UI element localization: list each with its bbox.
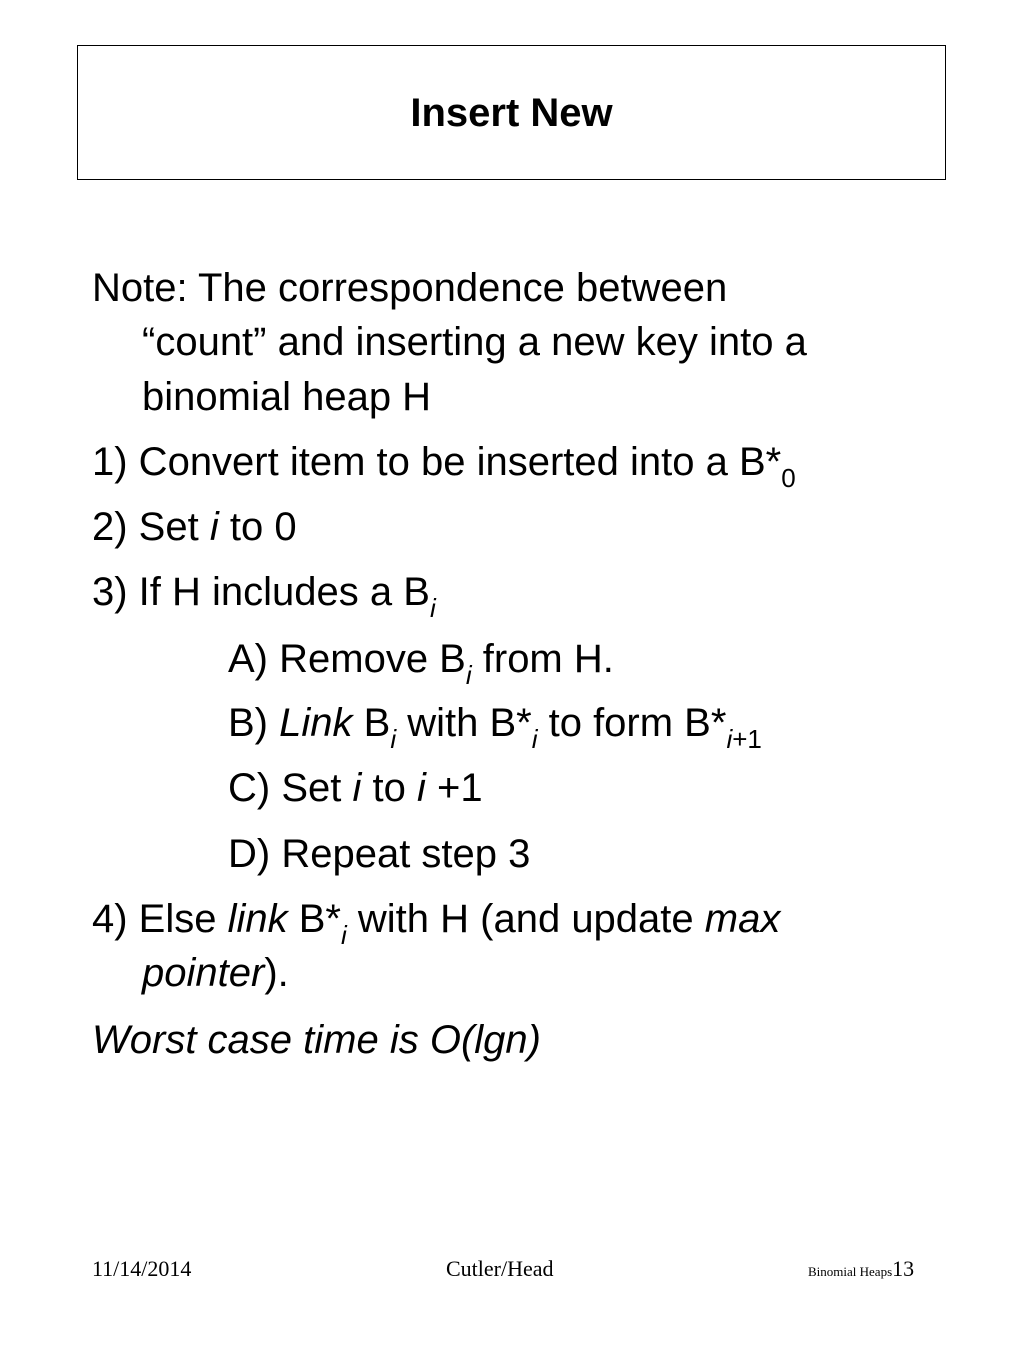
step-4 [92, 897, 781, 950]
step-1-subscript: 0 [781, 463, 796, 493]
note-line-1: Note: The correspondence between [92, 266, 728, 310]
substep-c-pre: C) Set [228, 766, 353, 810]
title-box [77, 45, 946, 180]
step-4-line-2 [142, 953, 289, 993]
substep-b [228, 701, 762, 754]
step-4-end: ). [264, 951, 289, 995]
step-2-post: to 0 [218, 505, 297, 549]
substep-c-post: +1 [425, 766, 483, 810]
step-2-pre: 2) Set [92, 505, 210, 549]
substep-b-mid1: B [352, 701, 391, 745]
step-4-pointer: pointer [142, 951, 265, 995]
substep-c [228, 768, 483, 808]
substep-b-pre: B) [228, 701, 280, 745]
substep-b-mid2: with B* [396, 701, 532, 745]
substep-b-sub1: i [390, 724, 397, 754]
substep-c-var2: i [416, 766, 426, 810]
slide-title: Insert New [410, 90, 613, 135]
step-4-link: link [227, 897, 288, 941]
footer-topic: Binomial Heaps [808, 1264, 893, 1279]
step-4-mid1: B* [287, 897, 341, 941]
substep-b-sub3-var: i [726, 724, 733, 754]
note-line-2: “count” and inserting a new key into a [142, 320, 807, 364]
step-3-subscript: i [429, 593, 436, 623]
substep-b-sub2: i [531, 724, 538, 754]
note-line-3: binomial heap H [142, 375, 432, 419]
step-2-var: i [209, 505, 219, 549]
substep-a-post: from H. [471, 637, 614, 681]
step-4-max: max [704, 897, 781, 941]
substep-c-mid: to [361, 766, 417, 810]
substep-a-subscript: i [465, 660, 472, 690]
step-3-text: 3) If H includes a B [92, 570, 430, 614]
substep-a [228, 637, 614, 690]
footer-author: Cutler/Head [446, 1256, 554, 1281]
step-3 [92, 570, 436, 623]
substep-a-pre: A) Remove B [228, 637, 466, 681]
step-1-text: 1) Convert item to be inserted into a B* [92, 440, 782, 484]
step-4-pre: 4) Else [92, 897, 228, 941]
footer-date: 11/14/2014 [92, 1256, 192, 1281]
step-4-subscript: i [341, 920, 347, 950]
substep-b-sub3-rest: +1 [732, 724, 762, 754]
footer-page-info [808, 1258, 914, 1280]
footer-page-number: 13 [892, 1256, 915, 1281]
worst-case-line: Worst case time is O(lgn) [92, 1018, 541, 1062]
substep-d: D) Repeat step 3 [228, 832, 531, 876]
substep-b-mid3: to form B* [537, 701, 727, 745]
substep-b-link: Link [279, 701, 353, 745]
step-1 [92, 440, 796, 493]
step-4-mid2: with H (and update [346, 897, 705, 941]
step-2 [92, 507, 297, 547]
substep-b-sub3 [726, 724, 761, 754]
substep-c-var1: i [352, 766, 362, 810]
